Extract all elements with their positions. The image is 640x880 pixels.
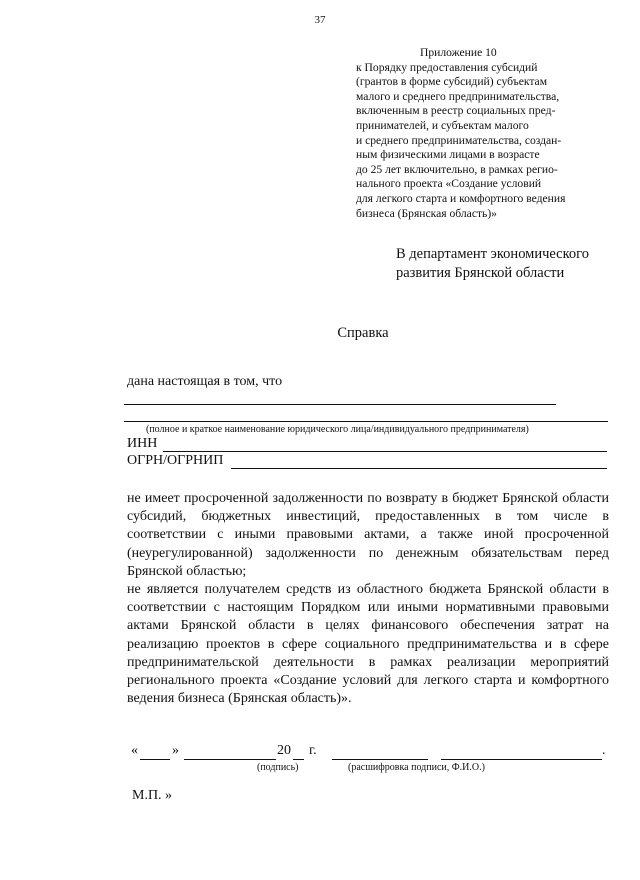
recipient-line: развития Брянской области [396,265,565,281]
appendix-line: бизнеса (Брянская область)» [356,206,497,220]
appendix-line: нального проекта «Создание условий [356,177,542,191]
inn-fill-line[interactable] [163,451,607,452]
appendix-line: и среднего предпринимательства, создан- [356,133,562,147]
date-quote-close: » [172,743,179,758]
name-fill-line[interactable] [124,404,556,405]
appendix-line: к Порядку предоставления субсидий [356,60,538,74]
page-number: 37 [314,14,326,26]
decoding-hint: (расшифровка подписи, Ф.И.О.) [348,762,485,773]
inn-label: ИНН [127,436,158,451]
appendix-line: принимателей, и субъектам малого [356,118,529,132]
decoding-fill-line[interactable] [441,759,602,760]
appendix-line: ным физическими лицами в возрасте [356,148,540,162]
year-suffix: г. [309,743,317,758]
appendix-line: включенным в реестр социальных пред- [356,104,556,118]
signature-end-period: . [602,743,606,758]
date-quote-open: « [131,743,138,758]
name-fill-line-2[interactable] [124,421,608,422]
appendix-line: малого и среднего предпринимательства, [356,89,560,103]
appendix-line: для легкого старта и комфортного ведения [356,191,566,205]
signature-fill-line[interactable] [332,759,428,760]
recipient-line: В департамент экономического [396,246,590,262]
signature-hint: (подпись) [257,762,299,773]
appendix-block [356,46,606,221]
ogrn-fill-line[interactable] [231,468,607,469]
body-paragraph: не имеет просроченной задолженности по возврату в бюджет Брянской области субсидий, бюджетных инвестиций, предоставленных в том числе в соответствии с иными правовыми актами, а также иной просроченной (неурегулированной) задолженности по денежным обязательствам перед Брянской областью; [127,491,609,579]
document-title: Справка [337,325,389,341]
body-paragraph: не является получателем средств из областного бюджета Брянской области в соответствии с настоящим Порядком или иными нормативными правовыми актами Брянской области в целях финансового обеспечения затрат на реализацию проектов в сфере социального предпринимательства и в сфере предпринимательской деятельности в рамках реализации мероприятий регионального проекта «Создание условий для легкого старта и комфортного ведения бизнеса (Брянская область)». [127,582,609,707]
name-hint: (полное и краткое наименование юридического лица/индивидуального предпринимателя) [146,424,529,435]
year-prefix: 20 [277,743,291,758]
appendix-line: до 25 лет включительно, в рамках регио- [356,162,558,176]
recipient-block [396,245,616,283]
appendix-title: Приложение 10 [420,46,497,59]
body-text [127,490,609,708]
appendix-line: (грантов в форме субсидий) субъектам [356,75,548,89]
day-fill-line[interactable] [140,759,170,760]
month-fill-line[interactable] [184,759,276,760]
stamp-label: М.П. » [132,788,173,803]
intro-text: дана настоящая в том, что [127,374,283,389]
year-fill-line[interactable] [293,759,304,760]
ogrn-label: ОГРН/ОГРНИП [127,453,224,468]
